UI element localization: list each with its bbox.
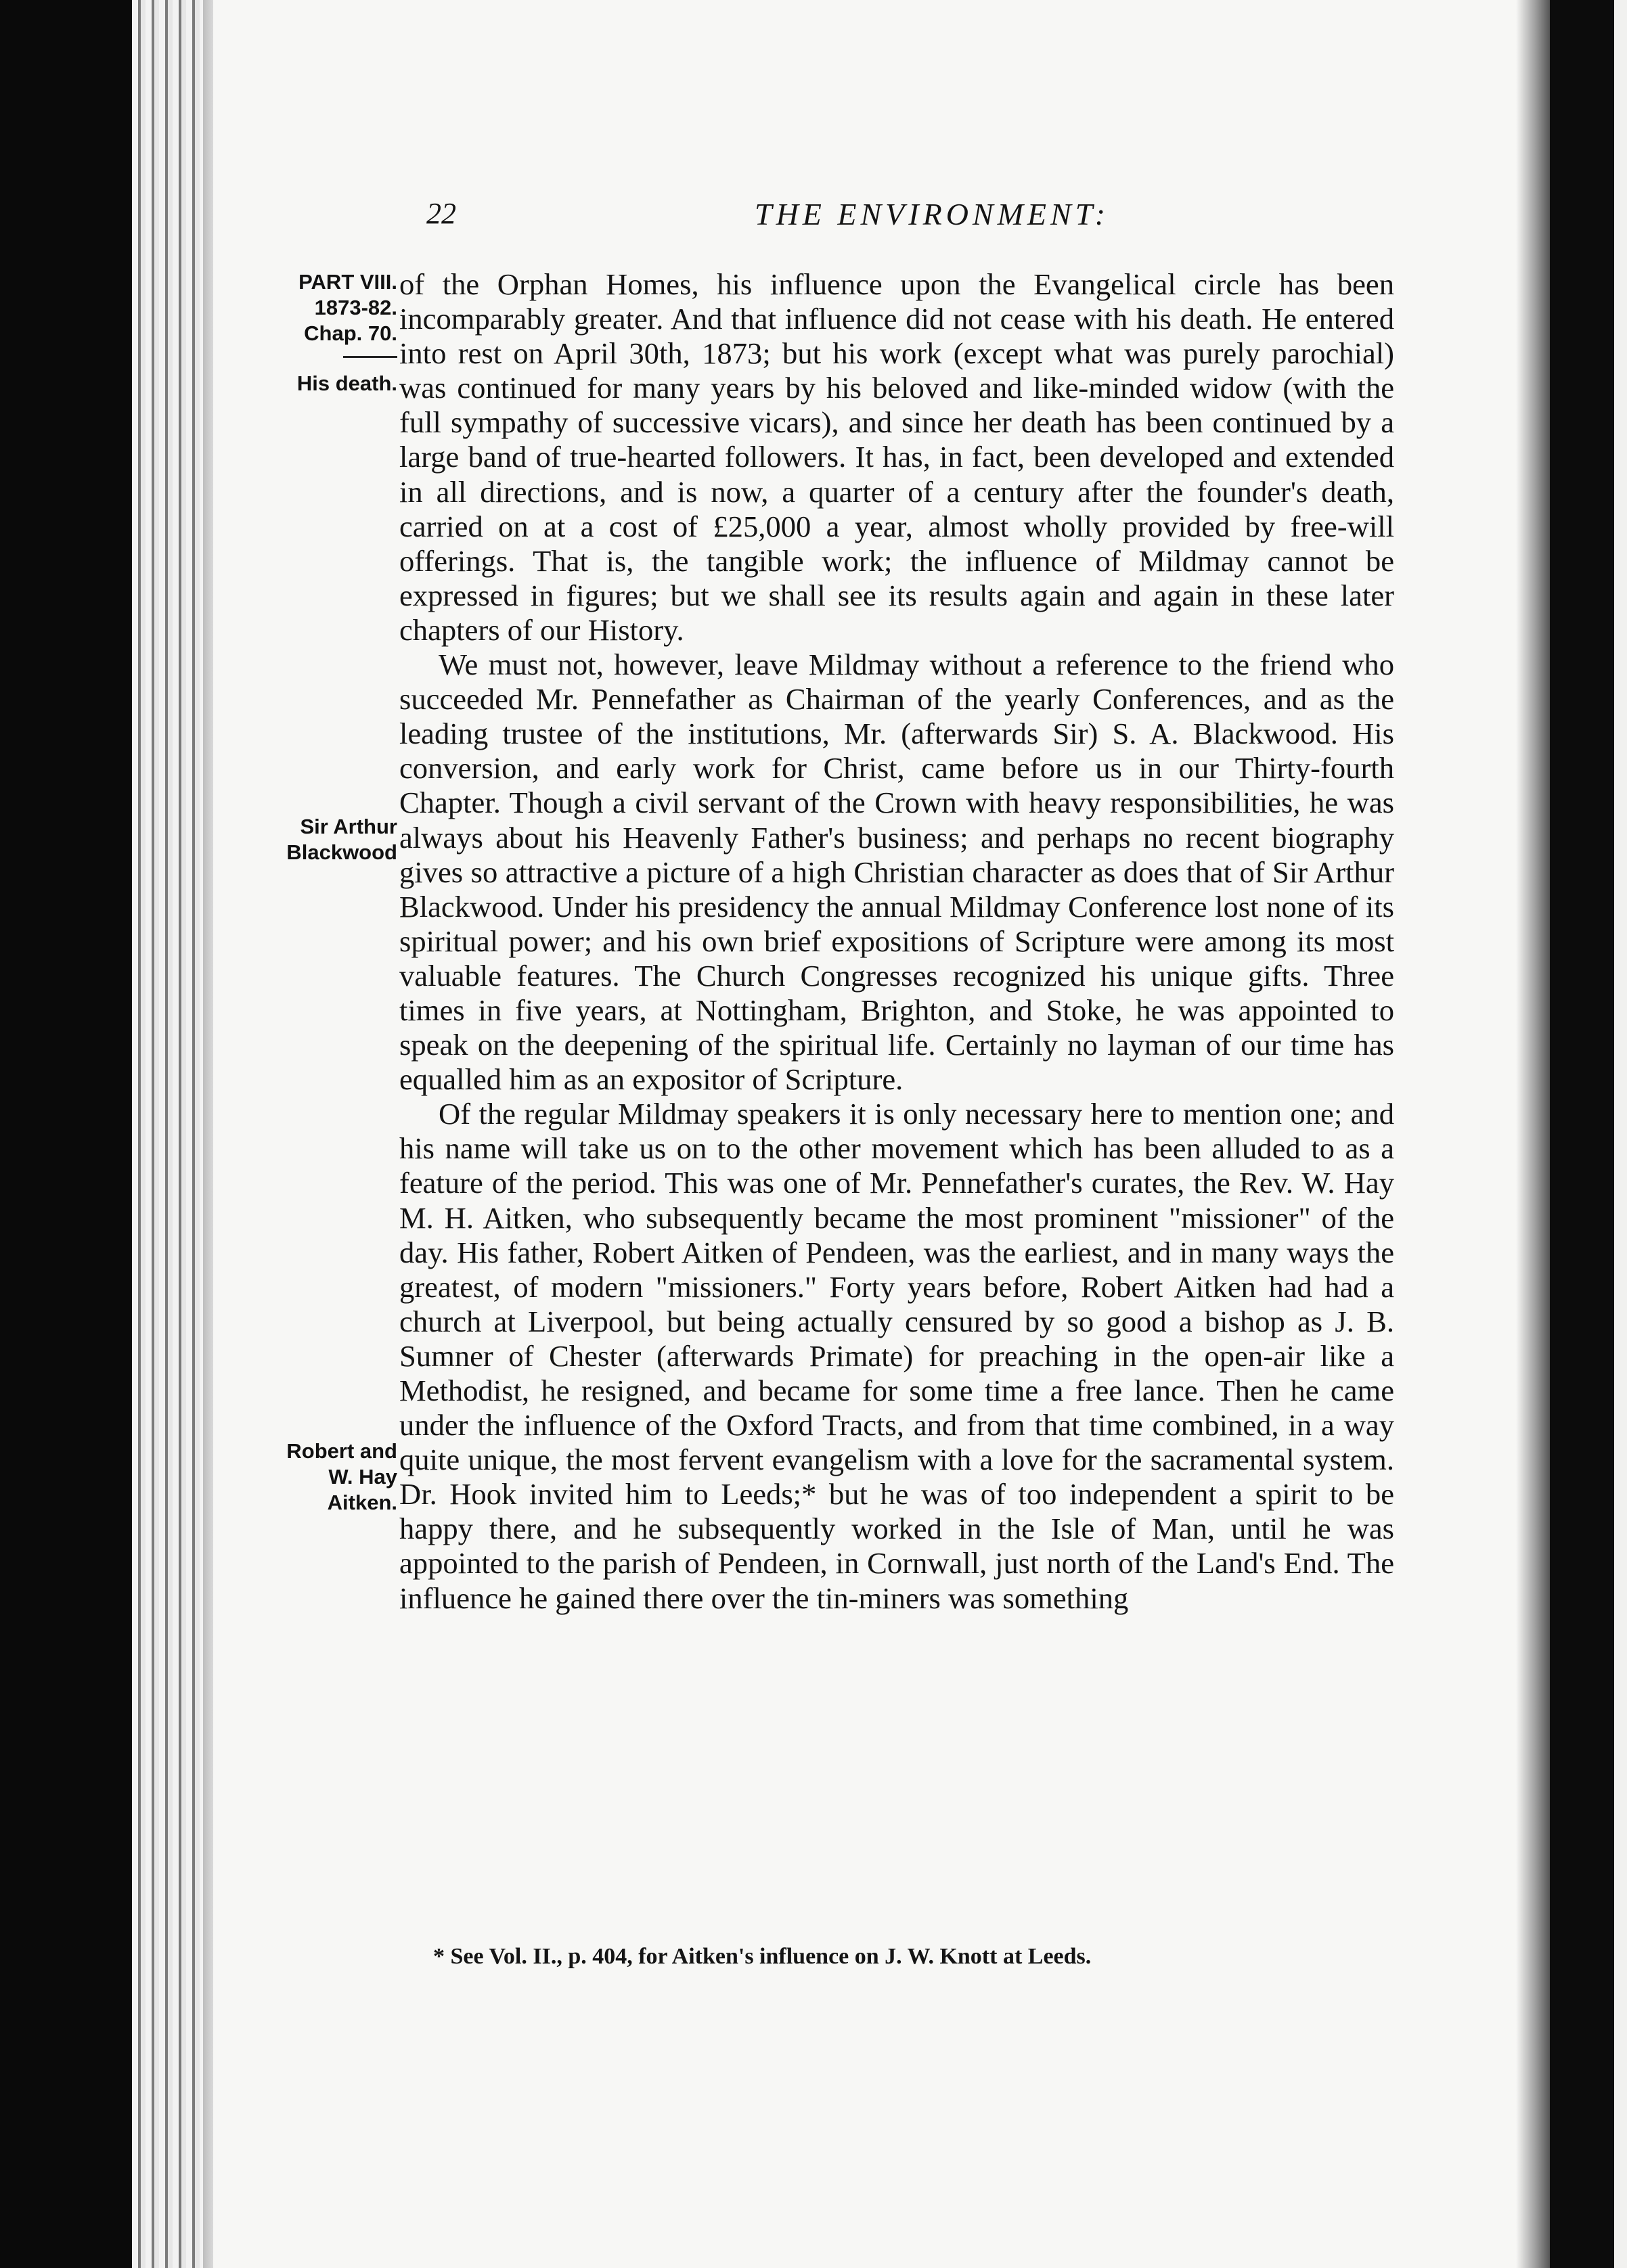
sidenote-chapter: Chap. 70. bbox=[304, 321, 397, 345]
sidenote-part-label: PART VIII. bbox=[298, 270, 397, 294]
facing-page-edge bbox=[1614, 0, 1627, 2268]
running-head: THE ENVIRONMENT: bbox=[755, 197, 1110, 231]
sidenote-blackwood-line1: Sir Arthur bbox=[300, 815, 397, 838]
book-binding-edge bbox=[132, 0, 213, 2268]
sidenote-death bbox=[297, 371, 397, 396]
sidenote-aitken-line3: Aitken. bbox=[327, 1491, 397, 1514]
sidenote-years: 1873-82. bbox=[314, 296, 397, 319]
paragraph-3: Of the regular Mildmay speakers it is only necessary here to mention one; and his name will take us on to the other movement which has been alluded to as a feature of the period. This was one of Mr. Pennefather's curates, the Rev. W. Hay M. H. Aitken, who subsequently became the most prominent "missioner" of the day. His father, Robert Aitken of Pendeen, was the earliest, and in many ways the greatest, of modern "missioners." Forty years before, Robert Aitken had had a church at Liverpool, but being actually censured by so good a bishop as J. B. Sumner of Chester (afterwards Primate) for preaching in the open-air like a Methodist, he resigned, and became for some time a free lance. Then he came under the influence of the Oxford Tracts, and from that time combined, in a way quite unique, the most fervent evangelism with a love for the sacramental system. Dr. Hook invited him to Leeds;* but he was of too independent a spirit to be happy there, and he subsequently worked in the Isle of Man, until he was appointed to the parish of Pendeen, in Cornwall, just north of the Land's End. The influence he gained there over the tin-miners was something bbox=[399, 1097, 1394, 1615]
page-edge-shadow bbox=[1516, 0, 1550, 2268]
paragraph-1: of the Orphan Homes, his influence upon the Evangelical circle has been incomparably greater. And that influence did not cease with his death. He entered into rest on April 30th, 1873; but his work (except what was purely parochial) was continued for many years by his beloved and like-minded widow (with the full sympathy of successive vicars), and since her death has been continued by a large band of true-hearted followers. It has, in fact, been developed and extended in all directions, and is now, a quarter of a century after the founder's death, carried on at a cost of £25,000 a year, almost wholly provided by free-will offerings. That is, the tangible work; the influence of Mildmay cannot be expressed in figures; but we shall see its results again and again in these later chapters of our History. bbox=[399, 267, 1394, 647]
page-number: 22 bbox=[426, 197, 456, 230]
body-text bbox=[399, 267, 1394, 1616]
sidenote-aitken-line2: W. Hay bbox=[328, 1465, 397, 1489]
footnote: * See Vol. II., p. 404, for Aitken's influence on J. W. Knott at Leeds. bbox=[433, 1944, 1092, 1969]
sidenote-rule bbox=[343, 356, 397, 358]
sidenote-aitken bbox=[286, 1438, 397, 1516]
sidenote-blackwood bbox=[286, 814, 397, 865]
sidenote-death-label: His death. bbox=[296, 371, 397, 395]
paragraph-2: We must not, however, leave Mildmay without a reference to the friend who succeeded Mr. Pennefather as Chairman of the yearly Conferences, and as the leading trustee of the institutions, Mr. (afterwards Sir) S. A. Blackwood. His conversion, and early work for Christ, came before us in our Thirty-fourth Chapter. Though a civil servant of the Crown with heavy responsibilities, he was always about his Heavenly Father's business; and perhaps no recent biography gives so attractive a picture of a high Christian character as does that of Sir Arthur Blackwood. Under his presidency the annual Mildmay Conference lost none of its spiritual power; and his own brief expositions of Scripture were among its most valuable features. The Church Congresses recognized his unique gifts. Three times in five years, at Nottingham, Brighton, and Stoke, he was appointed to speak on the deepening of the spiritual life. Certainly no layman of our time has equalled him as an expositor of Scripture. bbox=[399, 648, 1394, 1097]
sidenote-part bbox=[298, 269, 397, 358]
sidenote-blackwood-line2: Blackwood bbox=[286, 840, 397, 864]
sidenote-aitken-line1: Robert and bbox=[286, 1439, 397, 1463]
page-header bbox=[426, 196, 1401, 244]
